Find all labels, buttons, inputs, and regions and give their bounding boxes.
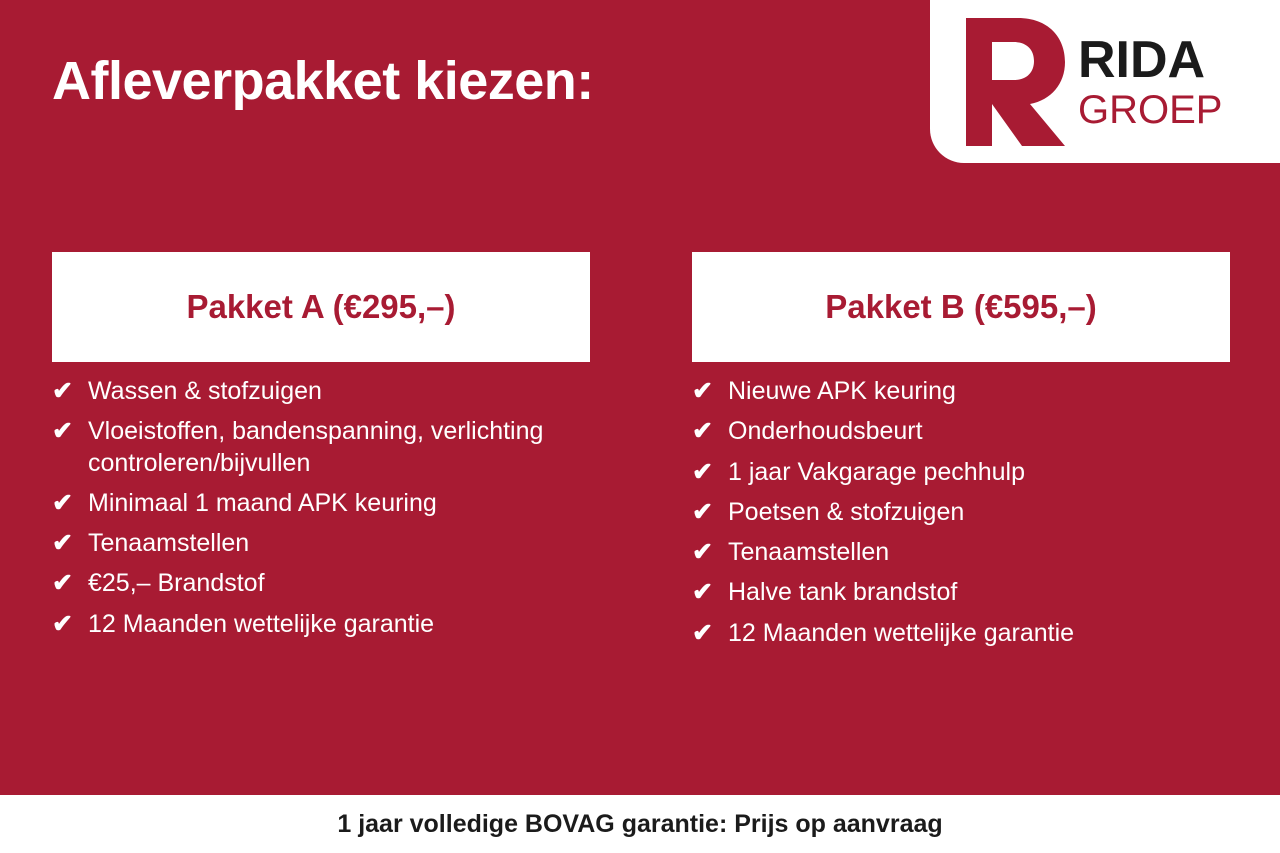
feature-label: Wassen & stofzuigen [88,377,322,405]
package-a-header [52,252,590,362]
feature-label: Tenaamstellen [88,529,250,557]
check-icon: ✔ [692,417,713,446]
feature-label: 1 jaar Vakgarage pechhulp [728,457,1025,486]
check-icon: ✔ [52,569,73,598]
brand-logo [930,0,1280,163]
feature-label: Vloeistoffen, bandenspanning, verlichting controleren/bijvullen [88,417,544,477]
check-icon: ✔ [52,529,73,557]
feature-label: 12 Maanden wettelijke garantie [88,609,435,638]
check-icon: ✔ [692,578,713,607]
list-item [52,609,590,640]
list-item [52,376,590,407]
check-icon: ✔ [52,488,73,517]
list-item [52,416,590,479]
check-icon: ✔ [692,377,713,405]
list-item [692,457,1230,488]
list-item [692,376,1230,407]
list-item [52,528,590,559]
list-item [692,537,1230,568]
package-a-title: Pakket A (€295,–) [186,288,456,325]
feature-label: Poetsen & stofzuigen [728,497,965,526]
page-title: Afleverpakket kiezen: [52,51,594,111]
list-item [52,488,590,519]
check-icon: ✔ [692,497,713,526]
check-icon: ✔ [52,377,73,405]
footer-banner [0,795,1280,853]
list-item [692,577,1230,608]
check-icon: ✔ [52,609,73,638]
package-b-feature-list [692,376,1230,649]
check-icon: ✔ [692,457,713,486]
package-card-a [52,252,590,658]
package-b-header [692,252,1230,362]
feature-label: Onderhoudsbeurt [728,417,923,446]
feature-label: Halve tank brandstof [728,578,958,607]
list-item [692,618,1230,649]
footer-text: 1 jaar volledige BOVAG garantie: Prijs op aanvraag [337,809,943,838]
list-item [52,568,590,599]
brand-wordmark [1078,30,1223,132]
feature-label: Minimaal 1 maand APK keuring [88,488,437,517]
check-icon: ✔ [52,417,73,446]
brand-name-top: RIDA [1078,30,1206,89]
package-a-feature-list [52,376,590,640]
feature-label: Tenaamstellen [728,538,890,566]
brand-name-bottom: GROEP [1078,87,1223,132]
check-icon: ✔ [692,538,713,566]
list-item [692,497,1230,528]
feature-label: €25,– Brandstof [88,569,265,598]
feature-label: 12 Maanden wettelijke garantie [728,618,1075,647]
packages-container [52,252,1230,658]
check-icon: ✔ [692,618,713,647]
feature-label: Nieuwe APK keuring [728,377,956,405]
package-b-title: Pakket B (€595,–) [825,288,1097,325]
list-item [692,416,1230,447]
rida-r-mark-icon [952,12,1072,152]
package-card-b [692,252,1230,658]
